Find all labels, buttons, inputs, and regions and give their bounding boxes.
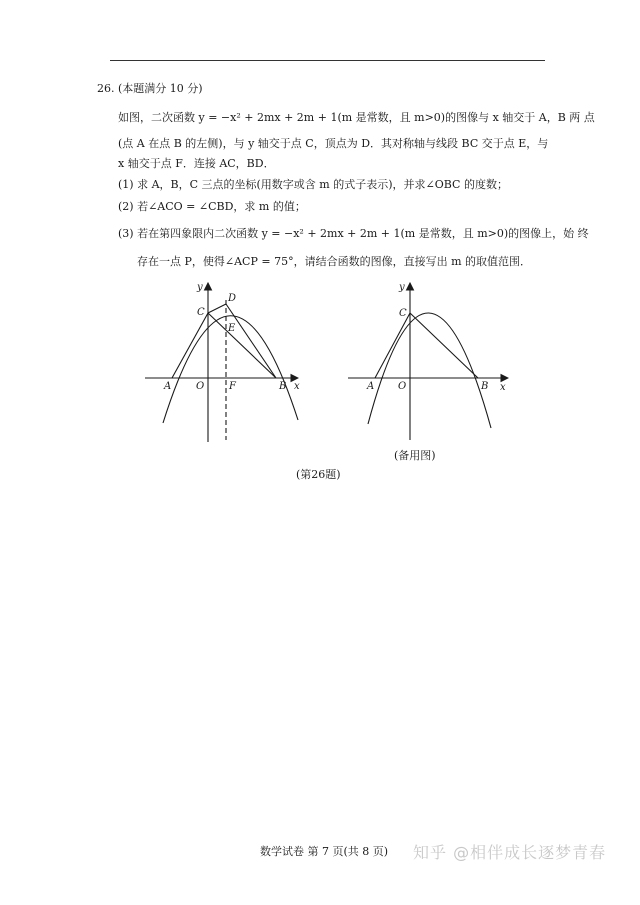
watermark: 知乎 @相伴成长逐梦青春 (413, 843, 607, 862)
fig1-label-e: E (228, 323, 236, 334)
question-line-2: (点 A 在点 B 的左侧)，与 y 轴交于点 C，顶点为 D．其对称轴与线段 BC 交于点 E，与 (118, 137, 549, 150)
question-part-2: (2) 若∠ACO = ∠CBD，求 m 的值； (118, 200, 306, 213)
question-number: 26. (97, 82, 115, 95)
figure-caption: (第26题) (296, 468, 341, 481)
fig1-label-y: y (197, 282, 203, 293)
fig1-label-a: A (164, 381, 172, 392)
question-points: (本题满分 10 分) (118, 82, 203, 95)
question-line-1: 如图，二次函数 y = −x² + 2mx + 2m + 1(m 是常数，且 m>0)的图像与 x 轴交于 A，B 两 点 (118, 111, 595, 124)
segment-cd (208, 304, 226, 313)
segment-ac (172, 313, 208, 378)
fig1-label-o: O (196, 381, 205, 392)
fig1-label-d: D (228, 293, 237, 304)
fig1-label-b: B (279, 381, 287, 392)
question-part-3-line-1: (3) 若在第四象限内二次函数 y = −x² + 2mx + 2m + 1(m 是常数，且 m>0)的图像上，始 终 (118, 227, 589, 240)
fig2-label-o: O (398, 381, 407, 392)
question-part-1: (1) 求 A，B，C 三点的坐标(用数字或含 m 的式子表示)，并求∠OBC 的度数； (118, 178, 508, 191)
fig2-label-y: y (399, 282, 405, 293)
fig2-label-a: A (367, 381, 375, 392)
fig2-label-x: x (500, 382, 506, 393)
parabola (368, 313, 491, 428)
fig1-label-f: F (229, 381, 236, 392)
fig1-label-x: x (294, 381, 300, 392)
segment-bc (208, 313, 276, 378)
fig2-label-c: C (399, 308, 407, 319)
figure-2 (348, 283, 508, 440)
page-footer: 数学试卷 第 7 页(共 8 页) (260, 845, 389, 858)
fig2-label-b: B (481, 381, 489, 392)
question-part-3-line-2: 存在一点 P，使得∠ACP = 75°，请结合函数的图像，直接写出 m 的取值范围． (137, 255, 532, 268)
fig1-label-c: C (197, 307, 205, 318)
segment-ac (375, 313, 410, 378)
segment-bc (410, 313, 478, 378)
question-line-3: x 轴交于点 F．连接 AC，BD． (118, 157, 275, 170)
figure-1 (145, 283, 298, 442)
segment-bd (226, 304, 276, 378)
figure-2-caption: (备用图) (394, 449, 436, 462)
